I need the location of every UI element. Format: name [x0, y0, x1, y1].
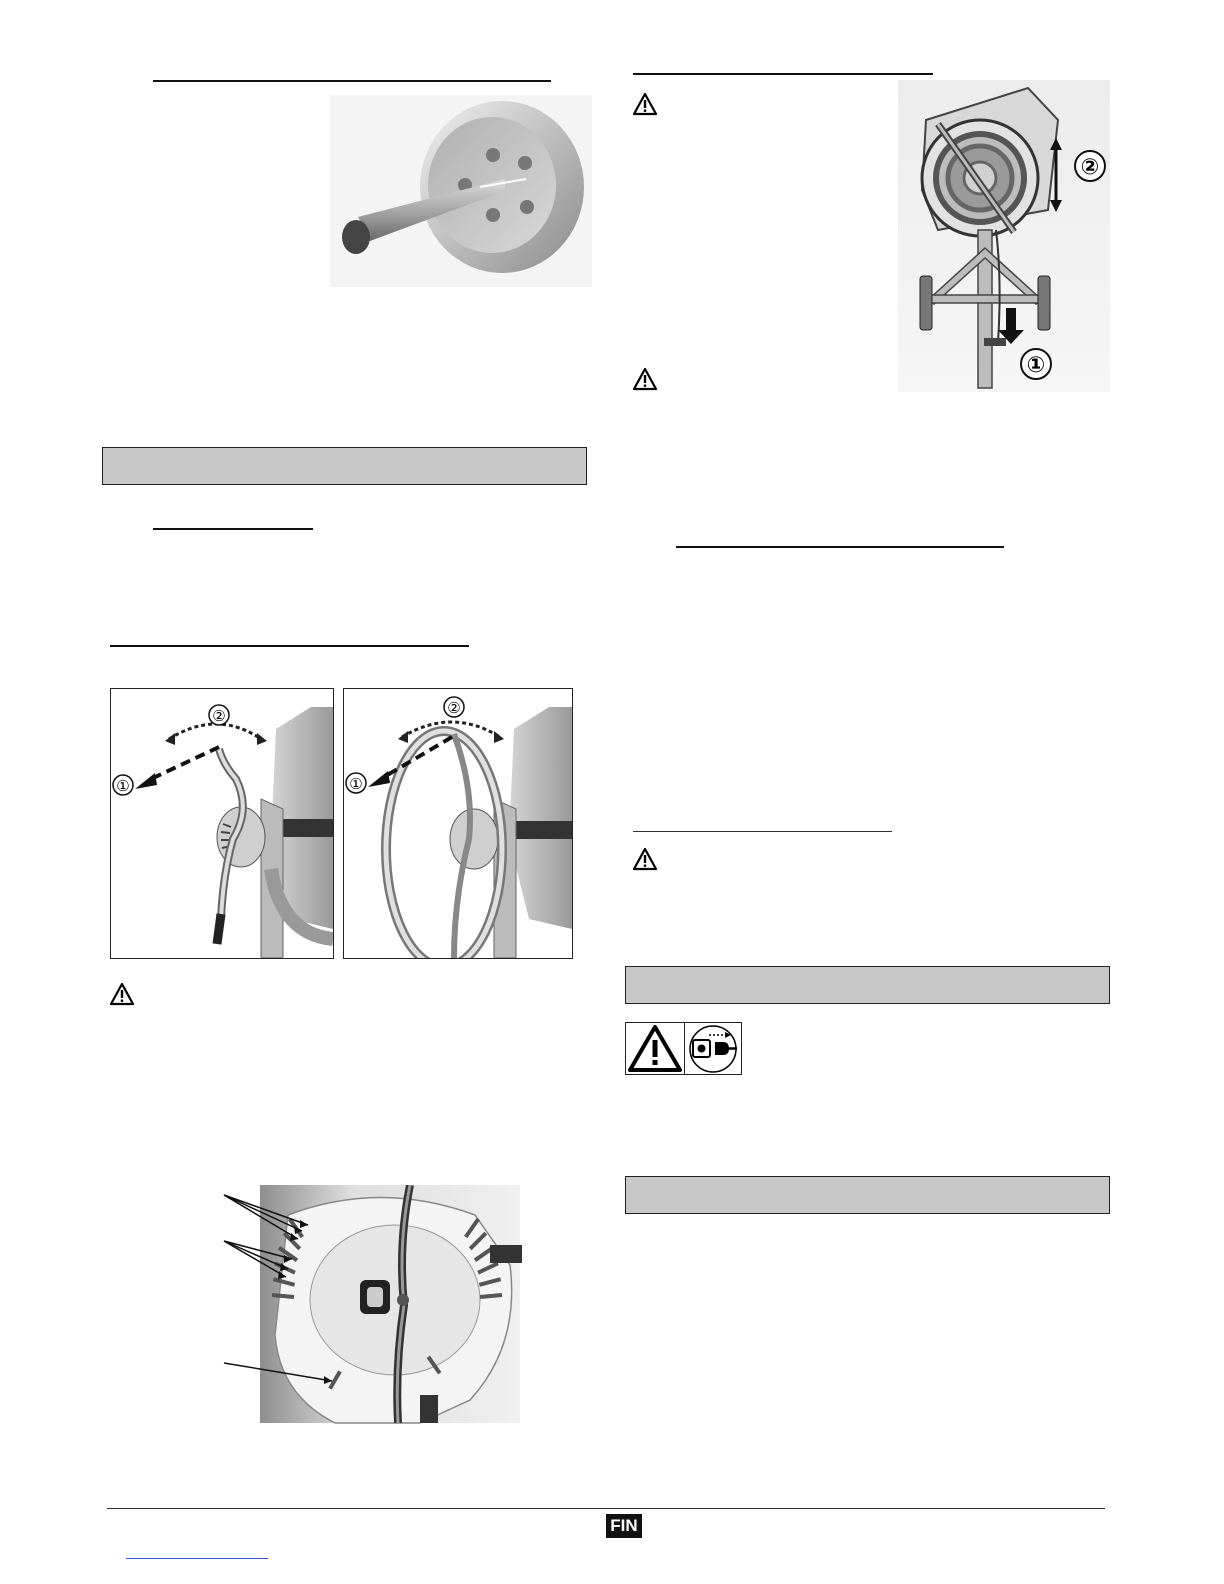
wheel-step-2-label: ② [447, 699, 461, 717]
section-bar-3 [625, 1176, 1110, 1214]
handle-step-2-label: ② [212, 707, 226, 725]
handle-figure-panel [110, 688, 334, 959]
wheel-step-1-label: ① [349, 775, 363, 793]
heading-underline-mounting [153, 80, 551, 82]
footer-link-underline[interactable] [126, 1558, 268, 1559]
warning-triangle-icon [632, 92, 658, 116]
footer-rule [107, 1508, 1105, 1509]
drum-lock-ring-figure [220, 1185, 522, 1425]
drum-axle-figure [330, 95, 592, 287]
heading-underline-transport [633, 73, 933, 75]
handle-step-1-label: ① [116, 777, 130, 795]
tilt-step-2-label: ② [1080, 155, 1100, 180]
warning-triangle-icon [632, 847, 658, 871]
unplug-power-icon [685, 1023, 742, 1074]
section-bar-2 [625, 966, 1110, 1004]
maintenance-icons [625, 1022, 742, 1075]
warning-triangle-icon [109, 982, 135, 1006]
heading-underline-handle [110, 645, 469, 647]
warning-triangle-icon [632, 367, 658, 391]
section-bar-1 [102, 447, 587, 485]
handle-figure [111, 689, 333, 958]
heading-underline-operation [676, 546, 1004, 548]
warning-triangle-icon [626, 1023, 684, 1074]
subheading-underline-short [153, 528, 313, 530]
wheel-figure-panel [343, 688, 573, 959]
drum-tilt-figure [898, 80, 1110, 392]
language-badge: FIN [606, 1514, 642, 1538]
wheel-figure [344, 689, 572, 958]
tilt-step-1-label: ① [1026, 353, 1046, 378]
heading-underline-stopping [633, 831, 892, 832]
